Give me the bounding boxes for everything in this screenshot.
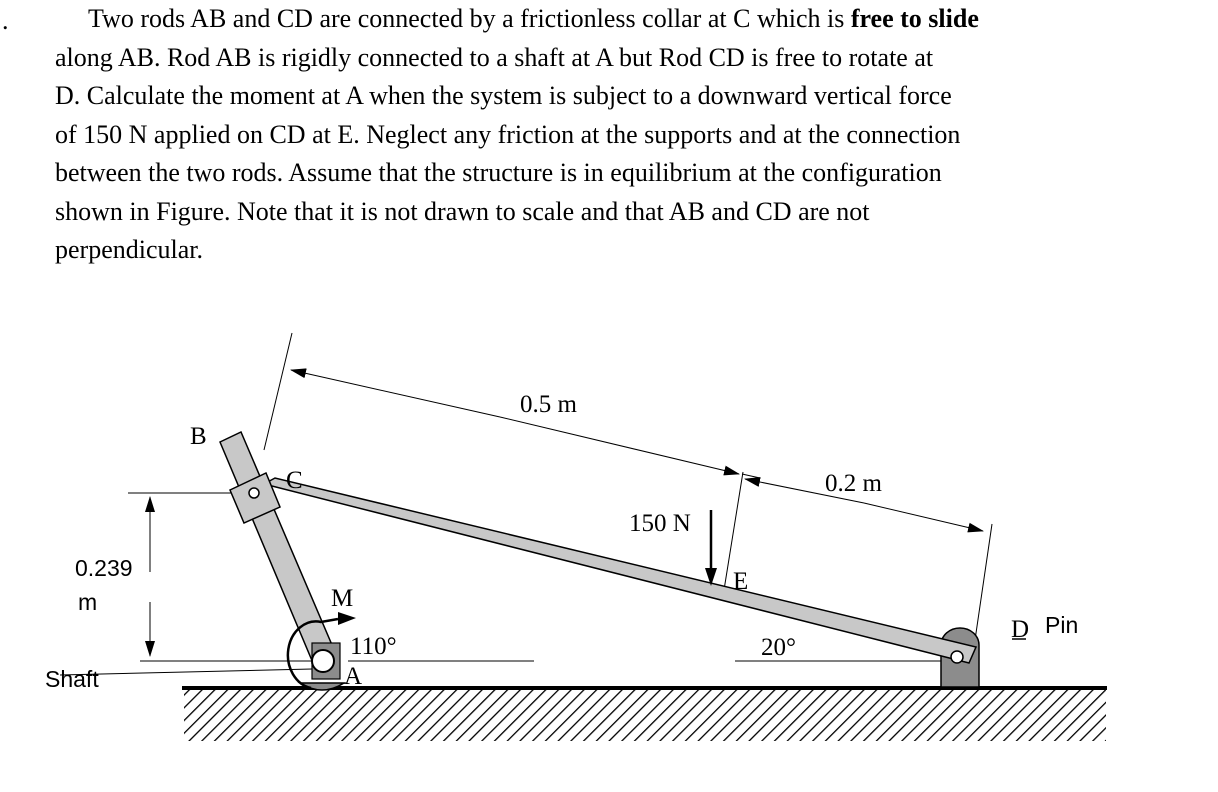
dim-CE-arrow-right (500, 417, 739, 474)
problem-line-7: perpendicular. (55, 235, 203, 264)
applied-force (705, 510, 717, 586)
rod-AB-body (220, 432, 335, 663)
label-dim-CE: 0.5 m (520, 391, 577, 418)
label-height-value: 0.239 (75, 555, 133, 581)
rod-AB (220, 432, 335, 663)
label-angle-110: 110° (350, 633, 397, 660)
problem-line-4: of 150 N applied on CD at E. Neglect any friction at the supports and at the connection (55, 119, 961, 149)
extension-C (264, 333, 292, 450)
problem-line-3: D. Calculate the moment at A when the system is subject to a downward vertical force (55, 81, 952, 110)
label-shaft: Shaft (45, 666, 99, 692)
label-height-unit: m (78, 589, 98, 615)
label-B: B (190, 423, 207, 450)
shaft-A (300, 643, 344, 690)
label-angle-20: 20° (761, 634, 796, 661)
collar-pin (249, 488, 259, 498)
problem-line-6: shown in Figure. Note that it is not drawn to scale and that AB and CD are not (55, 196, 870, 226)
label-C: C (286, 467, 303, 494)
problem-line-5: between the two rods. Assume that the structure is in equilibrium at the configuration (55, 158, 942, 187)
label-pin: Pin (1045, 612, 1079, 638)
label-D: D (1011, 616, 1030, 643)
problem-line-2: along AB. Rod AB is rigidly connected to a shaft at A but Rod CD is free to rotate at (55, 42, 934, 72)
problem-line-1-bold: free to slide (850, 4, 979, 33)
label-A: A (344, 663, 363, 690)
ground (182, 688, 1107, 741)
dim-ED-arrow-right (864, 503, 983, 531)
problem-index: . (2, 6, 9, 35)
dim-ED-stub (742, 474, 760, 478)
extension-D (975, 524, 992, 640)
pin-D-hole (951, 651, 963, 663)
moment-arrowhead (338, 612, 356, 625)
shaft-hole (312, 650, 334, 672)
label-force: 150 N (629, 510, 691, 537)
label-dim-ED: 0.2 m (825, 470, 882, 497)
ground-hatching (184, 689, 1106, 741)
label-M: M (331, 585, 354, 612)
dim-CE-arrow-left (291, 370, 500, 417)
problem-line-1-text: Two rods AB and CD are connected by a frictionless collar at C which is (88, 4, 851, 33)
label-E: E (733, 568, 749, 595)
